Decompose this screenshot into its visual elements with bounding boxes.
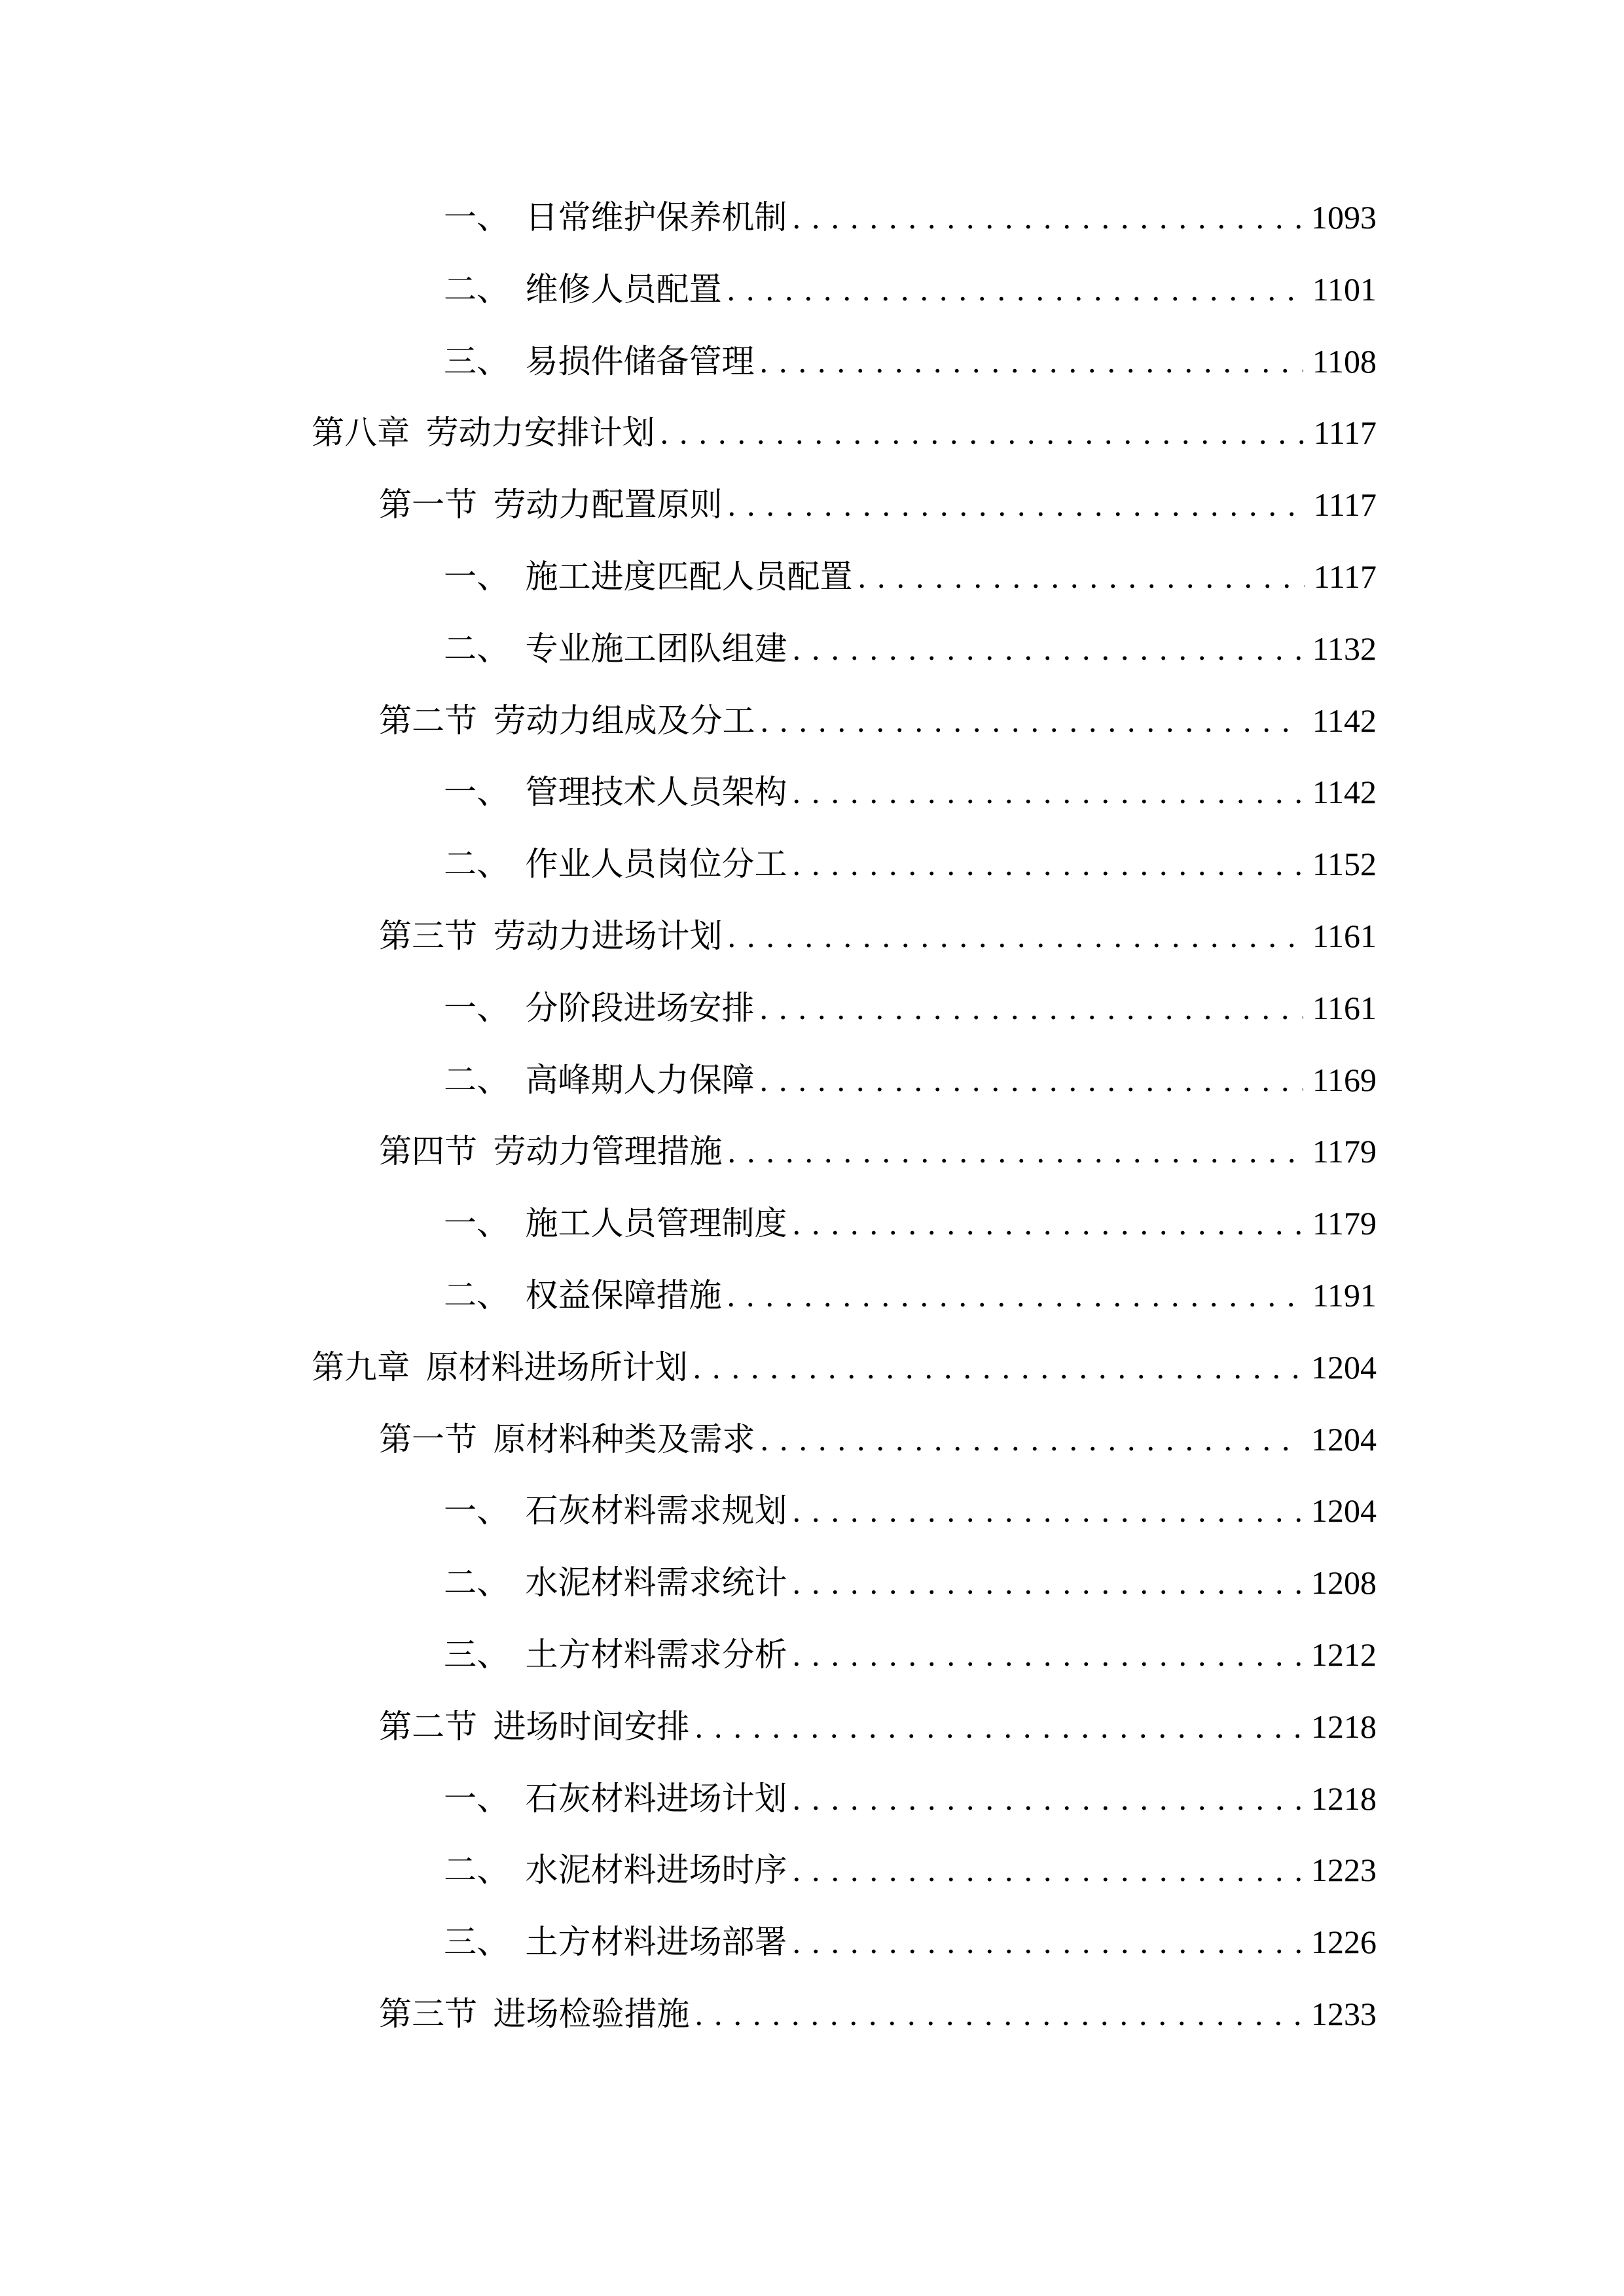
toc-entry[interactable] — [0, 1979, 1624, 2051]
dot-leader — [793, 829, 1303, 901]
toc-entry[interactable] — [0, 1619, 1624, 1691]
dot-leader — [761, 1404, 1303, 1476]
dot-leader — [793, 1188, 1303, 1260]
toc-entry[interactable] — [0, 613, 1624, 685]
toc-entry-page: 1093 — [1311, 199, 1377, 236]
toc-entry-page: 1142 — [1312, 702, 1377, 739]
toc-entry-page: 1204 — [1311, 1492, 1377, 1530]
dot-leader — [793, 1763, 1303, 1835]
toc-entry[interactable] — [0, 397, 1624, 469]
toc-entry-label: 三、 土方材料需求分析 — [444, 1636, 787, 1673]
toc-entry-label: 第八章 劳动力安排计划 — [312, 414, 655, 452]
toc-entry-label: 第三节 劳动力进场计划 — [379, 917, 723, 954]
toc-entry-label: 二、 维修人员配置 — [444, 270, 722, 308]
toc-entry-label: 二、 专业施工团队组建 — [444, 630, 787, 667]
toc-entry-page: 1179 — [1312, 1133, 1377, 1170]
toc-entry[interactable] — [0, 1260, 1624, 1332]
toc-entry-page: 1191 — [1312, 1276, 1377, 1314]
toc-entry-label: 一、 施工人员管理制度 — [444, 1205, 787, 1242]
toc-entry-label: 一、 分阶段进场安排 — [444, 989, 755, 1026]
dot-leader — [695, 1691, 1303, 1763]
toc-entry[interactable] — [0, 1475, 1624, 1547]
toc-entry[interactable] — [0, 829, 1624, 901]
dot-leader — [695, 1979, 1303, 2051]
toc-entry-page: 1212 — [1311, 1636, 1377, 1673]
toc-entry[interactable] — [0, 182, 1624, 254]
dot-leader — [761, 685, 1303, 757]
toc-entry[interactable] — [0, 469, 1624, 541]
dot-leader — [693, 1332, 1303, 1404]
dot-leader — [727, 254, 1303, 326]
dot-leader — [727, 1260, 1303, 1332]
dot-leader — [760, 973, 1303, 1045]
toc-entry[interactable] — [0, 973, 1624, 1045]
toc-entry[interactable] — [0, 685, 1624, 757]
toc-entry-page: 1117 — [1313, 486, 1377, 524]
toc-entry-page: 1142 — [1312, 774, 1377, 811]
toc-entry[interactable] — [0, 901, 1624, 973]
toc-entry-label: 一、 石灰材料进场计划 — [444, 1780, 787, 1817]
toc-entry-label: 一、 管理技术人员架构 — [444, 774, 787, 811]
toc-entry-label: 第二节 劳动力组成及分工 — [379, 702, 755, 739]
toc-entry-label: 第九章 原材料进场所计划 — [312, 1348, 688, 1386]
toc-entry[interactable] — [0, 1691, 1624, 1763]
toc-entry[interactable] — [0, 1045, 1624, 1117]
toc-entry[interactable] — [0, 326, 1624, 398]
toc-entry[interactable] — [0, 541, 1624, 613]
toc-entry-page: 1117 — [1313, 558, 1377, 595]
dot-leader — [660, 397, 1305, 469]
dot-leader — [760, 1045, 1303, 1117]
toc — [0, 182, 1624, 2051]
toc-entry-page: 1161 — [1312, 917, 1377, 954]
dot-leader — [793, 1907, 1303, 1979]
toc-entry-page: 1218 — [1311, 1708, 1377, 1745]
toc-entry-label: 三、 土方材料进场部署 — [444, 1924, 787, 1961]
toc-entry-label: 第三节 进场检验措施 — [379, 1995, 690, 2032]
toc-entry-label: 二、 水泥材料进场时序 — [444, 1852, 787, 1889]
toc-entry[interactable] — [0, 1907, 1624, 1979]
toc-entry[interactable] — [0, 1188, 1624, 1260]
toc-entry-label: 三、 易损件储备管理 — [444, 342, 755, 380]
dot-leader — [793, 1835, 1303, 1907]
toc-entry-label: 一、 施工进度匹配人员配置 — [444, 558, 853, 595]
toc-entry-page: 1117 — [1313, 414, 1377, 452]
toc-entry-label: 一、 石灰材料需求规划 — [444, 1492, 787, 1530]
toc-entry-label: 一、 日常维护保养机制 — [444, 199, 787, 236]
toc-entry-page: 1218 — [1311, 1780, 1377, 1817]
toc-entry-page: 1152 — [1312, 846, 1377, 883]
toc-entry[interactable] — [0, 757, 1624, 829]
dot-leader — [728, 1116, 1303, 1188]
toc-entry-label: 二、 水泥材料需求统计 — [444, 1564, 787, 1602]
toc-entry-label: 第四节 劳动力管理措施 — [379, 1133, 723, 1170]
toc-entry-page: 1161 — [1312, 989, 1377, 1026]
toc-entry-label: 第二节 进场时间安排 — [379, 1708, 690, 1745]
toc-entry-page: 1101 — [1312, 270, 1377, 308]
toc-entry-page: 1208 — [1311, 1564, 1377, 1602]
toc-entry-label: 二、 作业人员岗位分工 — [444, 846, 787, 883]
dot-leader — [793, 757, 1303, 829]
toc-entry-page: 1223 — [1311, 1852, 1377, 1889]
dot-leader — [728, 901, 1303, 973]
dot-leader — [793, 182, 1303, 254]
toc-entry-label: 二、 高峰期人力保障 — [444, 1061, 755, 1098]
toc-entry[interactable] — [0, 254, 1624, 326]
toc-entry-label: 第一节 劳动力配置原则 — [379, 486, 723, 524]
toc-entry[interactable] — [0, 1547, 1624, 1619]
toc-entry-page: 1226 — [1311, 1924, 1377, 1961]
toc-entry[interactable] — [0, 1404, 1624, 1476]
toc-entry[interactable] — [0, 1835, 1624, 1907]
dot-leader — [728, 469, 1305, 541]
toc-entry-page: 1204 — [1311, 1348, 1377, 1386]
dot-leader — [760, 326, 1303, 398]
dot-leader — [793, 1547, 1303, 1619]
toc-entry-page: 1132 — [1312, 630, 1377, 667]
toc-entry-page: 1233 — [1311, 1995, 1377, 2032]
toc-entry[interactable] — [0, 1763, 1624, 1835]
dot-leader — [793, 1475, 1303, 1547]
toc-entry[interactable] — [0, 1116, 1624, 1188]
toc-entry-label: 第一节 原材料种类及需求 — [379, 1420, 755, 1458]
toc-entry-page: 1179 — [1312, 1205, 1377, 1242]
toc-entry[interactable] — [0, 1332, 1624, 1404]
toc-entry-page: 1169 — [1312, 1061, 1377, 1098]
toc-entry-page: 1204 — [1311, 1420, 1377, 1458]
dot-leader — [793, 613, 1303, 685]
toc-entry-page: 1108 — [1312, 342, 1377, 380]
toc-entry-label: 二、 权益保障措施 — [444, 1276, 722, 1314]
dot-leader — [858, 541, 1305, 613]
dot-leader — [793, 1619, 1303, 1691]
